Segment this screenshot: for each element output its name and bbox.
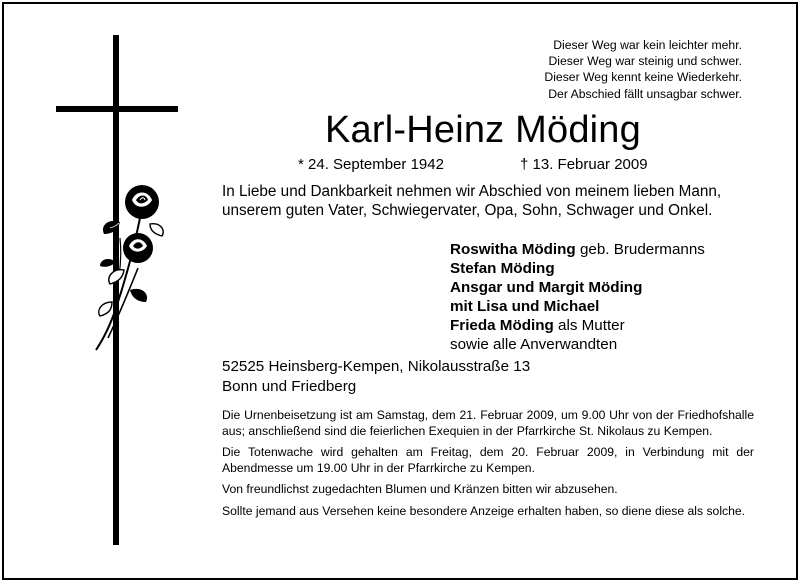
mourner-note: geb. Brudermanns: [575, 241, 705, 258]
address-line: 52525 Heinsberg-Kempen, Nikolausstraße 13: [222, 358, 531, 375]
poem-line: Dieser Weg war kein leichter mehr.: [553, 38, 742, 52]
note-paragraph: Die Urnenbeisetzung ist am Samstag, dem 21. Februar 2009, um 9.00 Uhr von der Friedhofshalle aus; anschließend sind die feierlichen Exequien in der Pfarrkirche St. Nikolaus zu Kempen.: [222, 408, 754, 438]
deceased-name: Karl-Heinz Möding: [325, 109, 641, 151]
mourner-line: [450, 297, 705, 316]
intro-text: In Liebe und Dankbarkeit nehmen wir Abschied von meinem lieben Mann, unserem guten Vater, Schwiegervater, Opa, Sohn, Schwager und Onkel.: [222, 183, 722, 220]
mourner-name: Frieda Möding: [450, 317, 554, 334]
note-paragraph: Die Totenwache wird gehalten am Freitag, dem 20. Februar 2009, in Verbindung mit der Abendmesse um 19.00 Uhr in der Pfarrkirche zu Kempen.: [222, 445, 754, 475]
poem-line: Dieser Weg war steinig und schwer.: [548, 54, 742, 69]
mourner-name: Stefan Möding: [450, 260, 555, 277]
mourner-note: sowie alle Anverwandten: [450, 336, 618, 353]
mourner-note: als Mutter: [553, 317, 625, 334]
roses-illustration: [90, 178, 170, 353]
poem-line: Dieser Weg kennt keine Wiederkehr.: [544, 70, 742, 85]
mourners-list: [450, 240, 705, 354]
birth-date: * 24. September 1942: [298, 156, 444, 173]
mourner-line: [450, 335, 705, 354]
mourner-line: [450, 316, 705, 335]
death-date: † 13. Februar 2009: [520, 156, 648, 173]
mourner-name: Roswitha Möding: [450, 241, 576, 258]
mourner-line: [450, 240, 705, 259]
address-block: [222, 357, 530, 396]
mourner-line: [450, 278, 705, 297]
mourner-name: mit Lisa und Michael: [450, 298, 600, 315]
note-paragraph: Von freundlichst zugedachten Blumen und Kränzen bitten wir abzusehen.: [222, 482, 618, 497]
mourner-name: Ansgar und Margit Möding: [450, 279, 643, 296]
poem-verse: [544, 37, 742, 102]
funeral-notes: [222, 408, 754, 526]
cross-horizontal-beam: [56, 106, 178, 112]
note-paragraph: Sollte jemand aus Versehen keine besondere Anzeige erhalten haben, so diene diese als solche.: [222, 503, 746, 518]
mourner-line: [450, 259, 705, 278]
address-line: Bonn und Friedberg: [222, 377, 357, 395]
poem-line: Der Abschied fällt unsagbar schwer.: [548, 86, 742, 101]
